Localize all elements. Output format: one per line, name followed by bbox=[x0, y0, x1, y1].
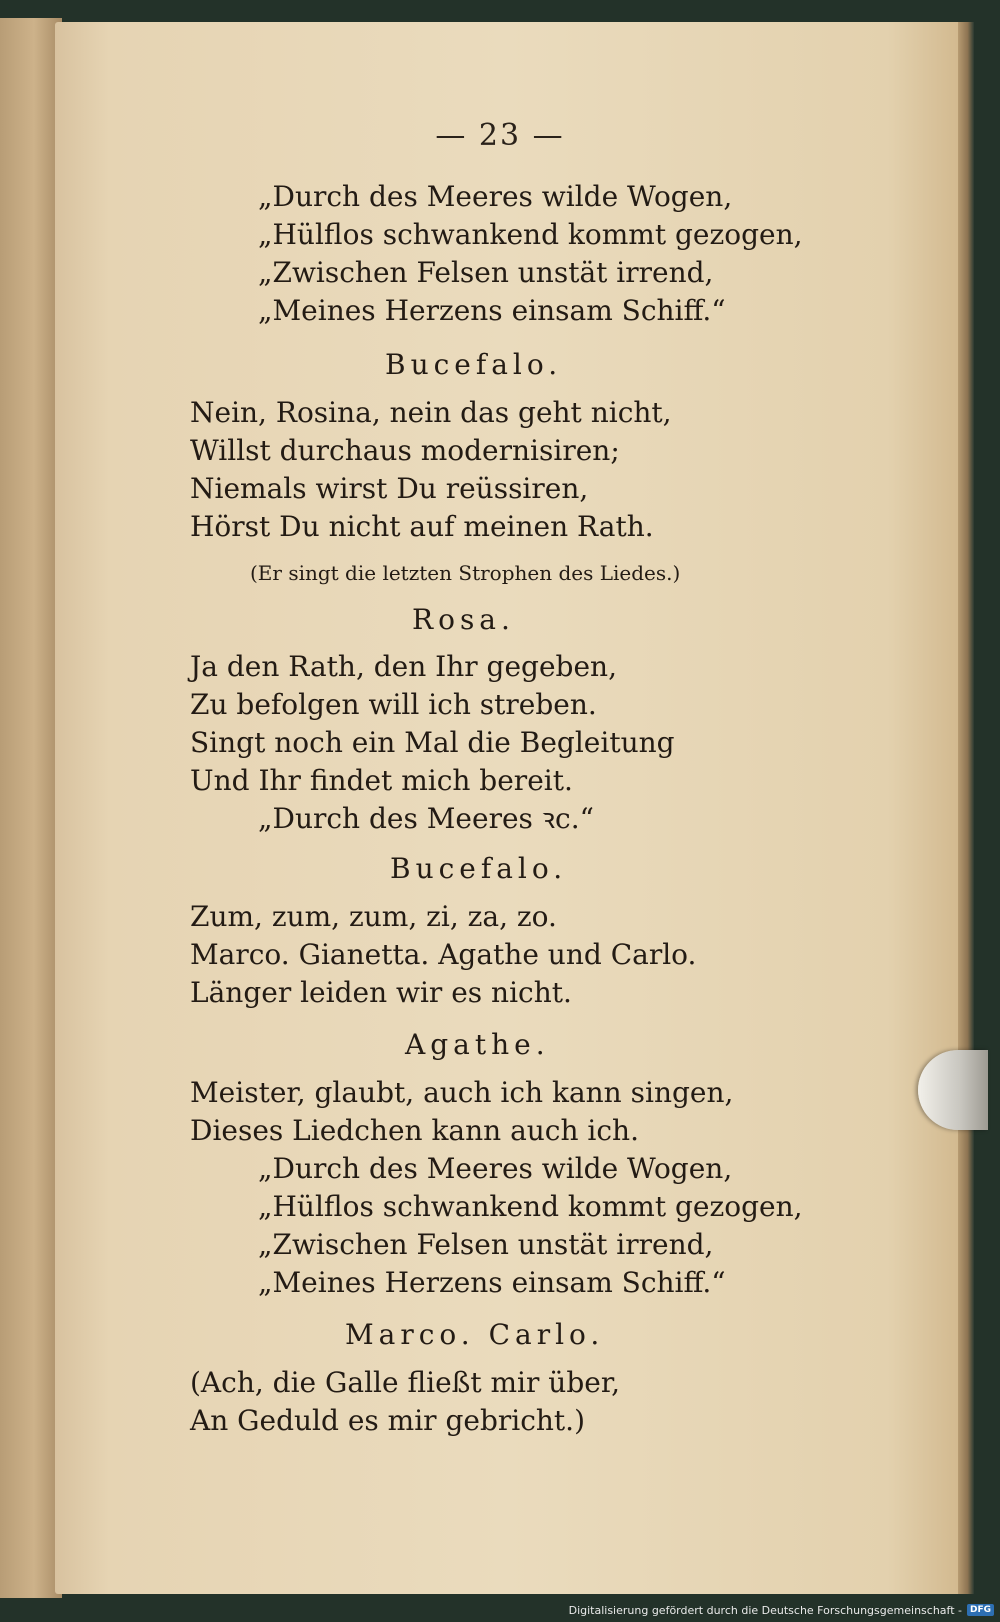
speaker-name: Bucefalo. bbox=[385, 348, 563, 381]
verse-line: Ja den Rath, den Ihr gegeben, bbox=[190, 650, 617, 683]
verse-line: Meister, glaubt, auch ich kann singen, bbox=[190, 1076, 734, 1109]
verse-line: „Durch des Meeres wilde Wogen, bbox=[258, 180, 733, 213]
page-edge-shadow bbox=[958, 22, 974, 1594]
verse-line: „Zwischen Felsen unstät irrend, bbox=[258, 256, 714, 289]
verse-line: „Meines Herzens einsam Schiff.“ bbox=[258, 1266, 726, 1299]
verse-line: Und Ihr findet mich bereit. bbox=[190, 764, 573, 797]
verse-line: „Hülflos schwankend kommt gezogen, bbox=[258, 218, 803, 251]
verse-line: „Durch des Meeres ꝛc.“ bbox=[258, 802, 594, 835]
verse-line: „Zwischen Felsen unstät irrend, bbox=[258, 1228, 714, 1261]
verse-line: „Meines Herzens einsam Schiff.“ bbox=[258, 294, 726, 327]
page-number: — 23 — bbox=[435, 118, 565, 153]
verse-line: Hörst Du nicht auf meinen Rath. bbox=[190, 510, 654, 543]
verse-line: Singt noch ein Mal die Begleitung bbox=[190, 726, 675, 759]
verse-line: (Ach, die Galle fließt mir über, bbox=[190, 1366, 621, 1399]
digitization-footer bbox=[569, 1602, 994, 1618]
verse-line: Dieses Liedchen kann auch ich. bbox=[190, 1114, 639, 1147]
verse-line: „Durch des Meeres wilde Wogen, bbox=[258, 1152, 733, 1185]
verse-line: Länger leiden wir es nicht. bbox=[190, 976, 572, 1009]
verse-line: An Geduld es mir gebricht.) bbox=[190, 1404, 586, 1437]
book-clip bbox=[918, 1050, 988, 1130]
dfg-logo: DFG bbox=[967, 1604, 994, 1616]
speaker-names-inline: Marco. Gianetta. Agathe und Carlo. bbox=[190, 938, 697, 971]
stage-direction: (Er singt die letzten Strophen des Liedes.) bbox=[250, 561, 681, 585]
speaker-name: Agathe. bbox=[405, 1028, 550, 1061]
verse-line: „Hülflos schwankend kommt gezogen, bbox=[258, 1190, 803, 1223]
verse-line: Nein, Rosina, nein das geht nicht, bbox=[190, 396, 672, 429]
footer-text: Digitalisierung gefördert durch die Deutsche Forschungsgemeinschaft - bbox=[568, 1603, 962, 1617]
speaker-name: Marco. Carlo. bbox=[345, 1318, 605, 1351]
verse-line: Niemals wirst Du reüssiren, bbox=[190, 472, 589, 505]
verse-line: Willst durchaus modernisiren; bbox=[190, 434, 620, 467]
verse-line: Zu befolgen will ich streben. bbox=[190, 688, 597, 721]
facing-page-edge bbox=[0, 18, 62, 1598]
speaker-name: Bucefalo. bbox=[390, 852, 568, 885]
verse-line: Zum, zum, zum, zi, za, zo. bbox=[190, 900, 557, 933]
speaker-name: Rosa. bbox=[412, 603, 515, 636]
